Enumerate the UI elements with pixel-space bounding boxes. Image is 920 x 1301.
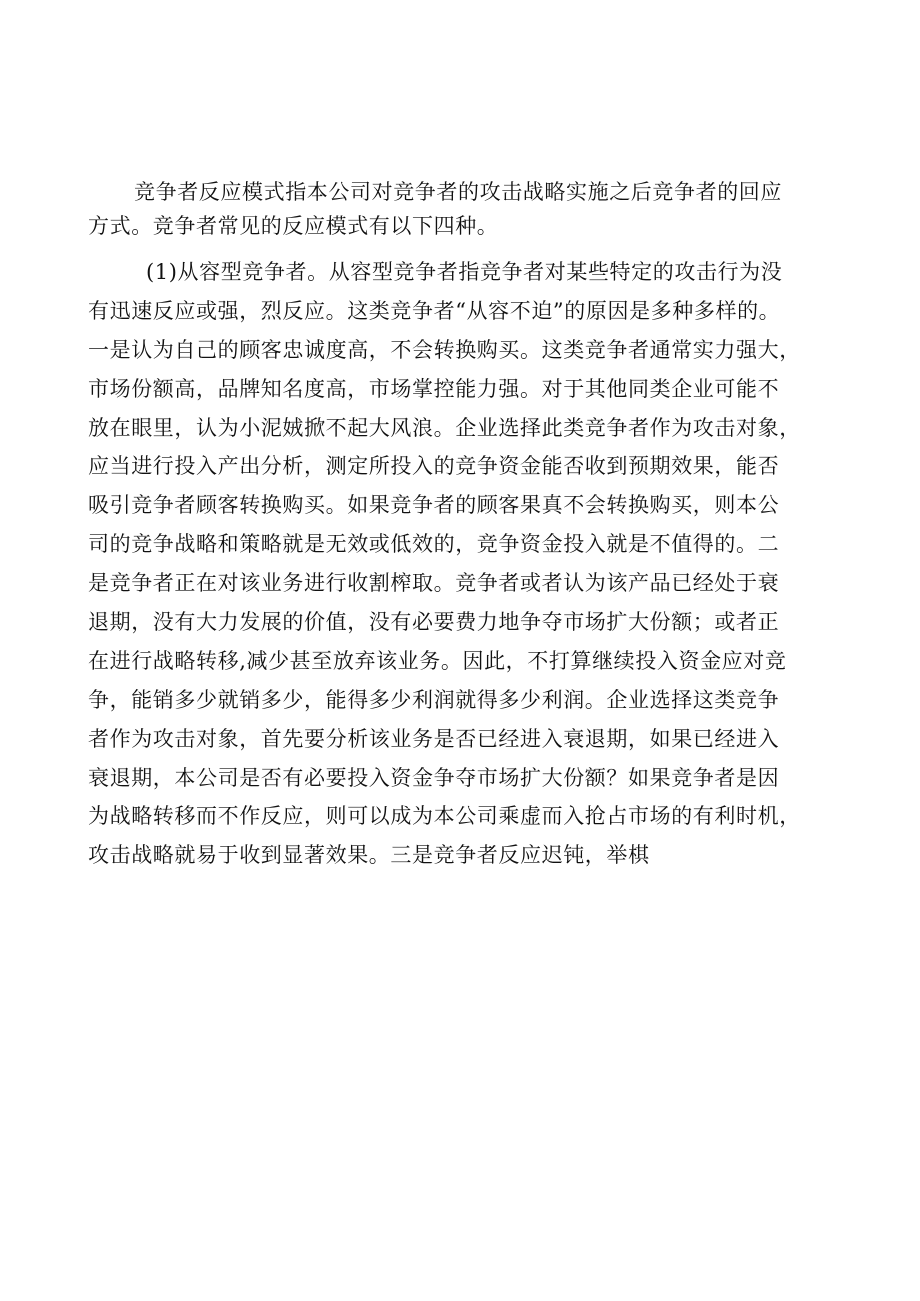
paragraph-line: 争，能销多少就销多少，能得多少利润就得多少利润。企业选择这类竞争: [88, 687, 780, 712]
paragraph-line: 是竞争者正在对该业务进行收割榨取。竞争者或者认为该产品已经处于衰: [88, 571, 780, 596]
paragraph-line: 衰退期，本公司是否有必要投入资金争夺市场扩大份额？如果竞争者是因: [88, 765, 780, 790]
paragraph-line: 退期，没有大力发展的价值，没有必要费力地争夺市场扩大份额；或者正: [88, 610, 780, 635]
paragraph-reaction-patterns-intro: [88, 175, 848, 243]
paragraph-line: 吸引竞争者顾客转换购买。如果竞争者的顾客果真不会转换购买，则本公: [88, 493, 780, 518]
paragraph-line: 应当进行投入产出分析，测定所投入的竞争资金能否收到预期效果，能否: [88, 454, 780, 479]
paragraph-line: 有迅速反应或强，烈反应。这类竞争者“从容不迫”的原因是多种多样的。: [88, 298, 781, 323]
paragraph-line: 司的竞争战略和策略就是无效或低效的，竞争资金投入就是不值得的。二: [88, 532, 780, 557]
paragraph-line: 市场份额高，品牌知名度高，市场掌控能力强。对于其他同类企业可能不: [88, 376, 780, 401]
paragraph-line: (1)从容型竞争者。从容型竞争者指竞争者对某些特定的攻击行为没: [146, 260, 783, 284]
paragraph-line: 一是认为自己的顾客忠诚度高，不会转换购买。这类竞争者通常实力强大，: [88, 337, 801, 362]
paragraph-relaxed-competitor: [88, 253, 848, 875]
paragraph-line: 者作为攻击对象，首先要分析该业务是否已经进入衰退期，如果已经进入: [88, 726, 780, 751]
paragraph-line: 为战略转移而不作反应，则可以成为本公司乘虚而入抢占市场的有利时机，: [88, 804, 801, 829]
paragraph-line: 在进行战略转移,减少甚至放弃该业务。因此，不打算继续投入资金应对竞: [88, 648, 787, 673]
paragraph-line: 攻击战略就易于收到显著效果。三是竞争者反应迟钝，举棋: [88, 843, 650, 868]
paragraph-line: 竞争者反应模式指本公司对竞争者的攻击战略实施之后竞争者的回应: [134, 180, 782, 204]
paragraph-line: 方式。竞争者常见的反应模式有以下四种。: [88, 214, 499, 238]
paragraph-line: 放在眼里，认为小泥娀掀不起大风浪。企业选择此类竞争者作为攻击对象，: [88, 415, 801, 440]
